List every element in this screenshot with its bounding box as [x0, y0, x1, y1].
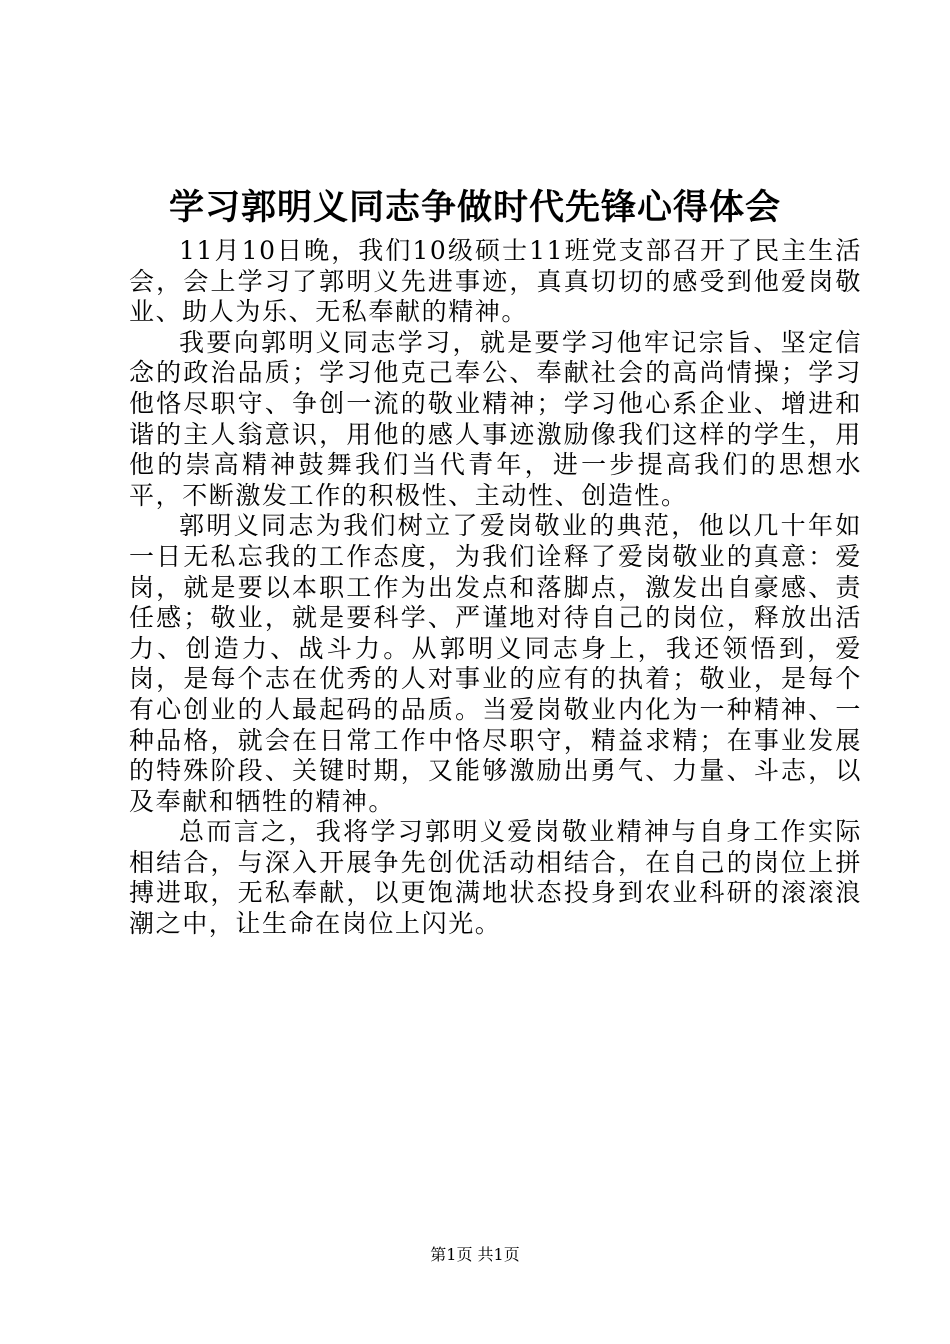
- document-title: 学习郭明义同志争做时代先锋心得体会: [168, 188, 781, 228]
- paragraph-3: 郭明义同志为我们树立了爱岗敬业的典范，他以几十年如一日无私忘我的工作态度，为我们诠释了爱岗敬业的真意：爱岗，就是要以本职工作为出发点和落脚点，激发出自豪感、责任感；敬业，就是要科学、严谨地对待自己的岗位，释放出活力、创造力、战斗力。从郭明义同志身上，我还领悟到，爱岗，是每个志在优秀的人对事业的应有的执着；敬业，是每个有心创业的人最起码的品质。当爱岗敬业内化为一种精神、一种品格，就会在日常工作中恪尽职守，精益求精；在事业发展的特殊阶段、关键时期，又能够激励出勇气、力量、斗志，以及奉献和牺牲的精神。: [129, 511, 862, 816]
- page-footer: 第1页 共1页: [430, 1245, 520, 1264]
- paragraph-4: 总而言之，我将学习郭明义爱岗敬业精神与自身工作实际相结合，与深入开展争先创优活动相结合，在自己的岗位上拼搏进取，无私奉献，以更饱满地状态投身到农业科研的滚滚浪潮之中，让生命在岗位上闪光。: [129, 817, 862, 939]
- paragraph-2: 我要向郭明义同志学习，就是要学习他牢记宗旨、坚定信念的政治品质；学习他克己奉公、奉献社会的高尚情操；学习他恪尽职守、争创一流的敬业精神；学习他心系企业、增进和谐的主人翁意识，用他的感人事迹激励像我们这样的学生，用他的崇高精神鼓舞我们当代青年，进一步提高我们的思想水平，不断激发工作的积极性、主动性、创造性。: [129, 327, 862, 510]
- document-body: [129, 236, 862, 940]
- paragraph-1: 11月10日晚，我们10级硕士11班党支部召开了民主生活会，会上学习了郭明义先进事迹，真真切切的感受到他爱岗敬业、助人为乐、无私奉献的精神。: [129, 236, 862, 327]
